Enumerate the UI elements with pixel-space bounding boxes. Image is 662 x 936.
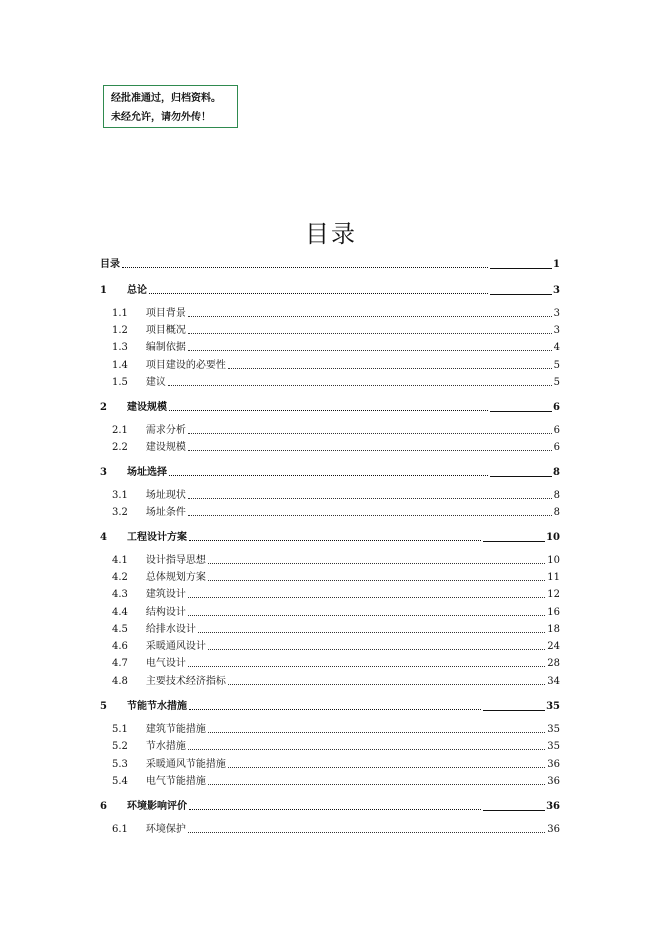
toc-entry-number: 3.2 <box>112 507 128 518</box>
toc-solid-leader <box>483 710 545 711</box>
toc-section-entry[interactable] <box>100 570 560 584</box>
toc-entry-number: 1 <box>100 285 107 296</box>
toc-section-entry[interactable] <box>100 757 560 771</box>
toc-page-number: 11 <box>547 572 560 583</box>
toc-dot-leader <box>169 410 488 411</box>
toc-dot-leader <box>149 293 488 294</box>
confidential-notice-box <box>103 85 238 128</box>
toc-dot-leader <box>198 632 545 633</box>
toc-chapter-entry[interactable] <box>100 400 560 414</box>
toc-solid-leader <box>490 476 552 477</box>
toc-entry-label: 给排水设计 <box>145 624 196 635</box>
toc-page-number: 1 <box>553 259 560 270</box>
toc-entry-label: 建筑设计 <box>145 589 186 600</box>
toc-solid-leader <box>490 294 552 295</box>
toc-dot-leader <box>188 450 552 451</box>
toc-page-number: 3 <box>553 325 560 336</box>
toc-page-number: 35 <box>546 701 560 712</box>
toc-dot-leader <box>189 709 481 710</box>
toc-entry-label: 建议 <box>145 377 166 388</box>
toc-entry-label: 工程设计方案 <box>126 532 187 543</box>
toc-dot-leader <box>169 475 488 476</box>
toc-section-entry[interactable] <box>100 674 560 688</box>
toc-entry-number: 1.1 <box>112 308 128 319</box>
toc-dot-leader <box>188 433 552 434</box>
toc-entry-label: 设计指导思想 <box>145 555 206 566</box>
toc-dot-leader <box>188 749 545 750</box>
toc-entry-label: 环境影响评价 <box>126 801 187 812</box>
toc-entry-number: 4.7 <box>112 658 128 669</box>
toc-page-number: 5 <box>553 360 560 371</box>
toc-entry-number: 目录 <box>100 259 120 270</box>
toc-dot-leader <box>208 563 545 564</box>
toc-section-entry[interactable] <box>100 423 560 437</box>
toc-entry-label: 场址条件 <box>145 507 186 518</box>
toc-page-number: 24 <box>547 641 560 652</box>
toc-chapter-entry[interactable] <box>100 699 560 713</box>
toc-entry-number: 5.2 <box>112 741 128 752</box>
toc-entry-number: 2.2 <box>112 442 128 453</box>
toc-section-entry[interactable] <box>100 306 560 320</box>
toc-solid-leader <box>483 810 545 811</box>
toc-section-entry[interactable] <box>100 323 560 337</box>
toc-entry-label: 项目概况 <box>145 325 186 336</box>
toc-page-number: 8 <box>553 490 560 501</box>
toc-entry-number: 5 <box>100 701 107 712</box>
toc-entry-label: 项目背景 <box>145 308 186 319</box>
toc-dot-leader <box>189 540 481 541</box>
toc-entry-label: 节能节水措施 <box>126 701 187 712</box>
toc-section-entry[interactable] <box>100 587 560 601</box>
page-title: 目录 <box>305 220 357 248</box>
toc-section-entry[interactable] <box>100 488 560 502</box>
toc-entry-number: 5.4 <box>112 776 128 787</box>
toc-dot-leader <box>168 385 552 386</box>
toc-section-entry[interactable] <box>100 553 560 567</box>
toc-entry-label: 编制依据 <box>145 342 186 353</box>
toc-solid-leader <box>490 268 552 269</box>
toc-entry-number: 4.4 <box>112 607 128 618</box>
notice-line-2: 未经允许，请勿外传！ <box>111 112 211 123</box>
toc-entry-label: 建筑节能措施 <box>145 724 206 735</box>
toc-page-number: 10 <box>547 555 560 566</box>
toc-entry-number: 4.1 <box>112 555 128 566</box>
toc-entry-number: 5.3 <box>112 759 128 770</box>
toc-entry-number: 1.3 <box>112 342 128 353</box>
toc-chapter-entry[interactable] <box>100 465 560 479</box>
toc-entry-number: 4 <box>100 532 107 543</box>
toc-solid-leader <box>483 541 545 542</box>
toc-page-number: 6 <box>553 442 560 453</box>
toc-page-number: 6 <box>553 425 560 436</box>
toc-page-number: 36 <box>546 801 560 812</box>
toc-section-entry[interactable] <box>100 505 560 519</box>
toc-section-entry[interactable] <box>100 722 560 736</box>
notice-line-1: 经批准通过，归档资料。 <box>111 93 221 104</box>
toc-solid-leader <box>490 411 552 412</box>
toc-entry-number: 5.1 <box>112 724 128 735</box>
toc-entry-number: 3.1 <box>112 490 128 501</box>
toc-dot-leader <box>208 649 545 650</box>
toc-entry-label: 场址现状 <box>145 490 186 501</box>
toc-section-entry[interactable] <box>100 340 560 354</box>
toc-section-entry[interactable] <box>100 622 560 636</box>
toc-entry-number: 6.1 <box>112 824 128 835</box>
toc-dot-leader <box>188 597 545 598</box>
toc-section-entry[interactable] <box>100 639 560 653</box>
toc-entry-label: 场址选择 <box>126 467 167 478</box>
toc-page-number: 8 <box>553 467 560 478</box>
toc-entry-label: 节水措施 <box>145 741 186 752</box>
toc-page-number: 4 <box>553 342 560 353</box>
toc-section-entry[interactable] <box>100 739 560 753</box>
toc-entry-label: 电气节能措施 <box>145 776 206 787</box>
toc-entry-number: 6 <box>100 801 107 812</box>
toc-entry-label: 主要技术经济指标 <box>145 676 226 687</box>
toc-entry-label: 项目建设的必要性 <box>145 360 226 371</box>
toc-dot-leader <box>208 732 545 733</box>
toc-entry-number: 2 <box>100 402 107 413</box>
toc-dot-leader <box>188 333 552 334</box>
toc-dot-leader <box>188 316 552 317</box>
toc-entry-number: 4.2 <box>112 572 128 583</box>
toc-section-entry[interactable] <box>100 358 560 372</box>
toc-dot-leader <box>188 832 545 833</box>
toc-dot-leader <box>208 784 545 785</box>
toc-page-number: 10 <box>546 532 560 543</box>
toc-dot-leader <box>208 580 545 581</box>
toc-entry-number: 1.4 <box>112 360 128 371</box>
toc-page-number: 35 <box>547 724 560 735</box>
toc-entry-number: 4.8 <box>112 676 128 687</box>
toc-entry-label: 建设规模 <box>126 402 167 413</box>
toc-page-number: 28 <box>547 658 560 669</box>
toc-page-number: 36 <box>547 776 560 787</box>
toc-entry-label: 结构设计 <box>145 607 186 618</box>
toc-dot-leader <box>122 267 488 268</box>
toc-dot-leader <box>188 615 545 616</box>
toc-section-entry[interactable] <box>100 822 560 836</box>
toc-entry-number: 1.5 <box>112 377 128 388</box>
toc-page-number: 3 <box>553 285 560 296</box>
toc-dot-leader <box>188 350 552 351</box>
toc-chapter-entry[interactable] <box>100 530 560 544</box>
toc-section-entry[interactable] <box>100 774 560 788</box>
toc-page-number: 5 <box>553 377 560 388</box>
toc-section-entry[interactable] <box>100 605 560 619</box>
toc-entry-label: 建设规模 <box>145 442 186 453</box>
toc-section-entry[interactable] <box>100 375 560 389</box>
toc-dot-leader <box>188 666 545 667</box>
toc-section-entry[interactable] <box>100 656 560 670</box>
toc-page-number: 34 <box>547 676 560 687</box>
toc-entry-label: 采暖通风节能措施 <box>145 759 226 770</box>
toc-page-number: 36 <box>547 824 560 835</box>
toc-chapter-entry[interactable] <box>100 283 560 297</box>
toc-section-entry[interactable] <box>100 440 560 454</box>
toc-dot-leader <box>228 368 552 369</box>
toc-dot-leader <box>188 498 552 499</box>
toc-dot-leader <box>188 515 552 516</box>
toc-entry-number: 4.3 <box>112 589 128 600</box>
toc-chapter-entry[interactable] <box>100 799 560 813</box>
toc-dot-leader <box>189 809 481 810</box>
toc-page-number: 8 <box>553 507 560 518</box>
toc-entry-number: 4.6 <box>112 641 128 652</box>
toc-entry-label: 采暖通风设计 <box>145 641 206 652</box>
toc-entry-number: 4.5 <box>112 624 128 635</box>
toc-entry-number: 3 <box>100 467 107 478</box>
toc-entry-label: 环境保护 <box>145 824 186 835</box>
toc-entry-label: 总论 <box>126 285 147 296</box>
toc-dot-leader <box>228 767 545 768</box>
toc-page-number: 12 <box>547 589 560 600</box>
toc-page-number: 18 <box>547 624 560 635</box>
toc-page-number: 6 <box>553 402 560 413</box>
toc-page-number: 36 <box>547 759 560 770</box>
toc-entry-number: 2.1 <box>112 425 128 436</box>
toc-entry-label: 总体规划方案 <box>145 572 206 583</box>
toc-entry-label: 电气设计 <box>145 658 186 669</box>
toc-page-number: 3 <box>553 308 560 319</box>
toc-entry-label: 需求分析 <box>145 425 186 436</box>
toc-page-number: 16 <box>547 607 560 618</box>
toc-entry-number: 1.2 <box>112 325 128 336</box>
toc-dot-leader <box>228 684 545 685</box>
toc-chapter-entry[interactable] <box>100 257 560 271</box>
toc-page-number: 35 <box>547 741 560 752</box>
